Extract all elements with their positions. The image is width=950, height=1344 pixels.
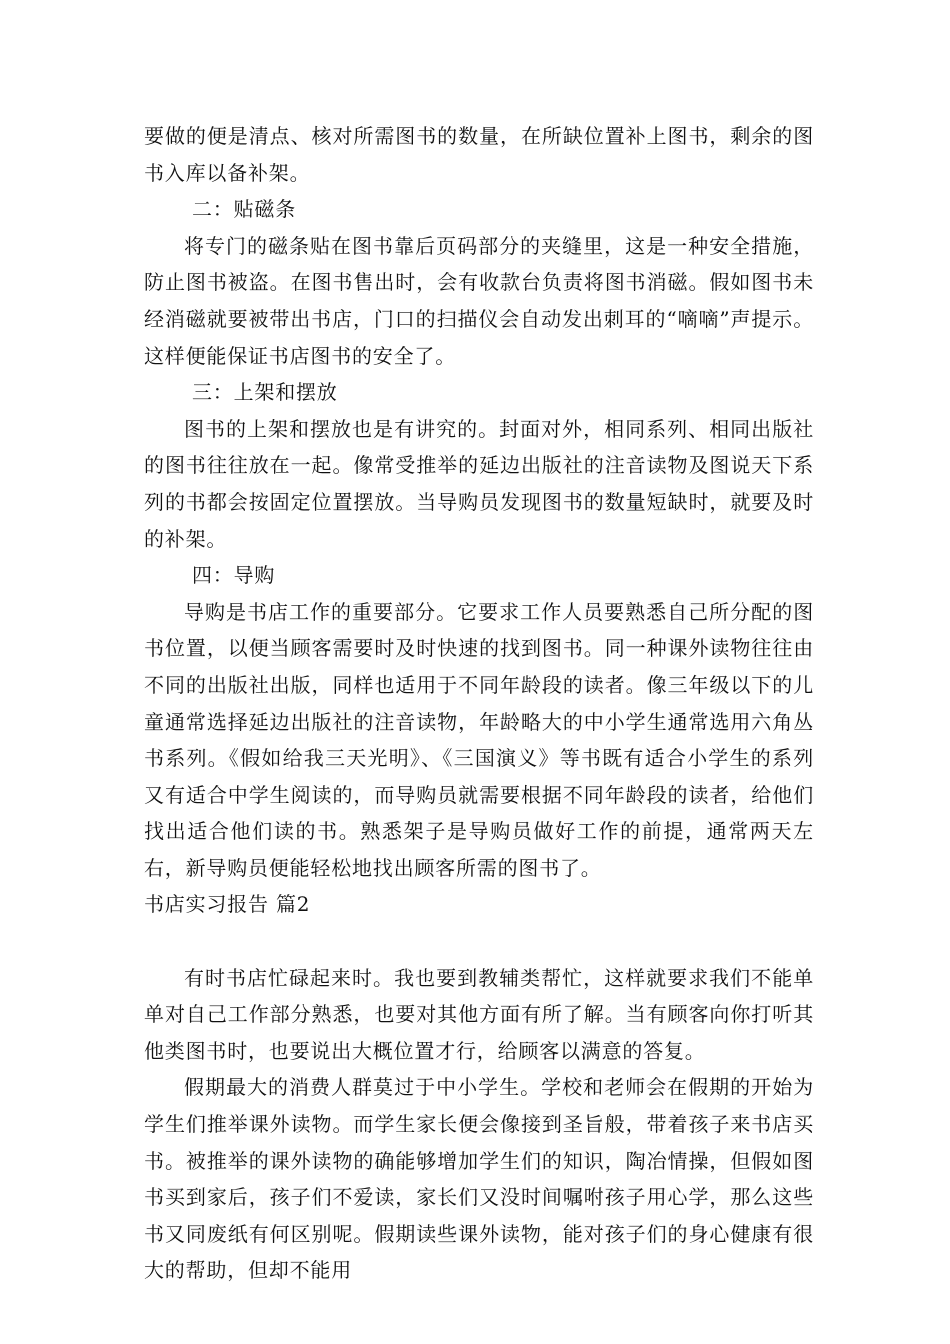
- section-spacer: [144, 923, 814, 960]
- document-body: [144, 118, 814, 1289]
- paragraph-shopping-guide: 导购是书店工作的重要部分。它要求工作人员要熟悉自己所分配的图书位置，以便当顾客需要时及时快速的找到图书。同一种课外读物往往由不同的出版社出版，同样也适用于不同年龄段的读者。像三年级以下的儿童通常选择延边出版社的注音读物，年龄略大的中小学生通常选用六角丛书系列。《假如给我三天光明》、《三国演义》等书既有适合小学生的系列又有适合中学生阅读的，而导购员就需要根据不同年龄段的读者，给他们找出适合他们读的书。熟悉架子是导购员做好工作的前提，通常两天左右，新导购员便能轻松地找出顾客所需的图书了。: [144, 599, 814, 880]
- heading-magnetic-strip: 二：贴磁条: [192, 197, 296, 222]
- heading-shelving: 三：上架和摆放: [192, 380, 338, 405]
- paragraph-busy-times: 有时书店忙碌起来时。我也要到教辅类帮忙，这样就要求我们不能单单对自己工作部分熟悉，也要对其他方面有所了解。当有顾客向你打听其他类图书时，也要说出大概位置才行，给顾客以满意的答复。: [144, 965, 814, 1063]
- paragraph-intro: 要做的便是清点、核对所需图书的数量，在所缺位置补上图书，剩余的图书入库以备补架。: [144, 124, 814, 185]
- paragraph-magnetic-strip: 将专门的磁条贴在图书靠后页码部分的夹缝里，这是一种安全措施，防止图书被盗。在图书售出时，会有收款台负责将图书消磁。假如图书未经消磁就要被带出书店，门口的扫描仪会自动发出刺耳的“嘀嘀”声提示。这样便能保证书店图书的安全了。: [144, 233, 814, 368]
- paragraph-shelving: 图书的上架和摆放也是有讲究的。封面对外，相同系列、相同出版社的图书往往放在一起。像常受推举的延边出版社的注音读物及图说天下系列的书都会按固定位置摆放。当导购员发现图书的数量短缺时，就要及时的补架。: [144, 416, 814, 551]
- paragraph-holiday-readers: 假期最大的消费人群莫过于中小学生。学校和老师会在假期的开始为学生们推举课外读物。而学生家长便会像接到圣旨般，带着孩子来书店买书。被推举的课外读物的确能够增加学生们的知识，陶冶情操，但假如图书买到家后，孩子们不爱读，家长们又没时间嘱咐孩子用心学，那么这些书又同废纸有何区别呢。假期读些课外读物，能对孩子们的身心健康有很大的帮助，但却不能用: [144, 1075, 814, 1283]
- heading-shopping-guide: 四：导购: [192, 563, 276, 588]
- section-title-part-2: 书店实习报告 篇2: [144, 892, 311, 917]
